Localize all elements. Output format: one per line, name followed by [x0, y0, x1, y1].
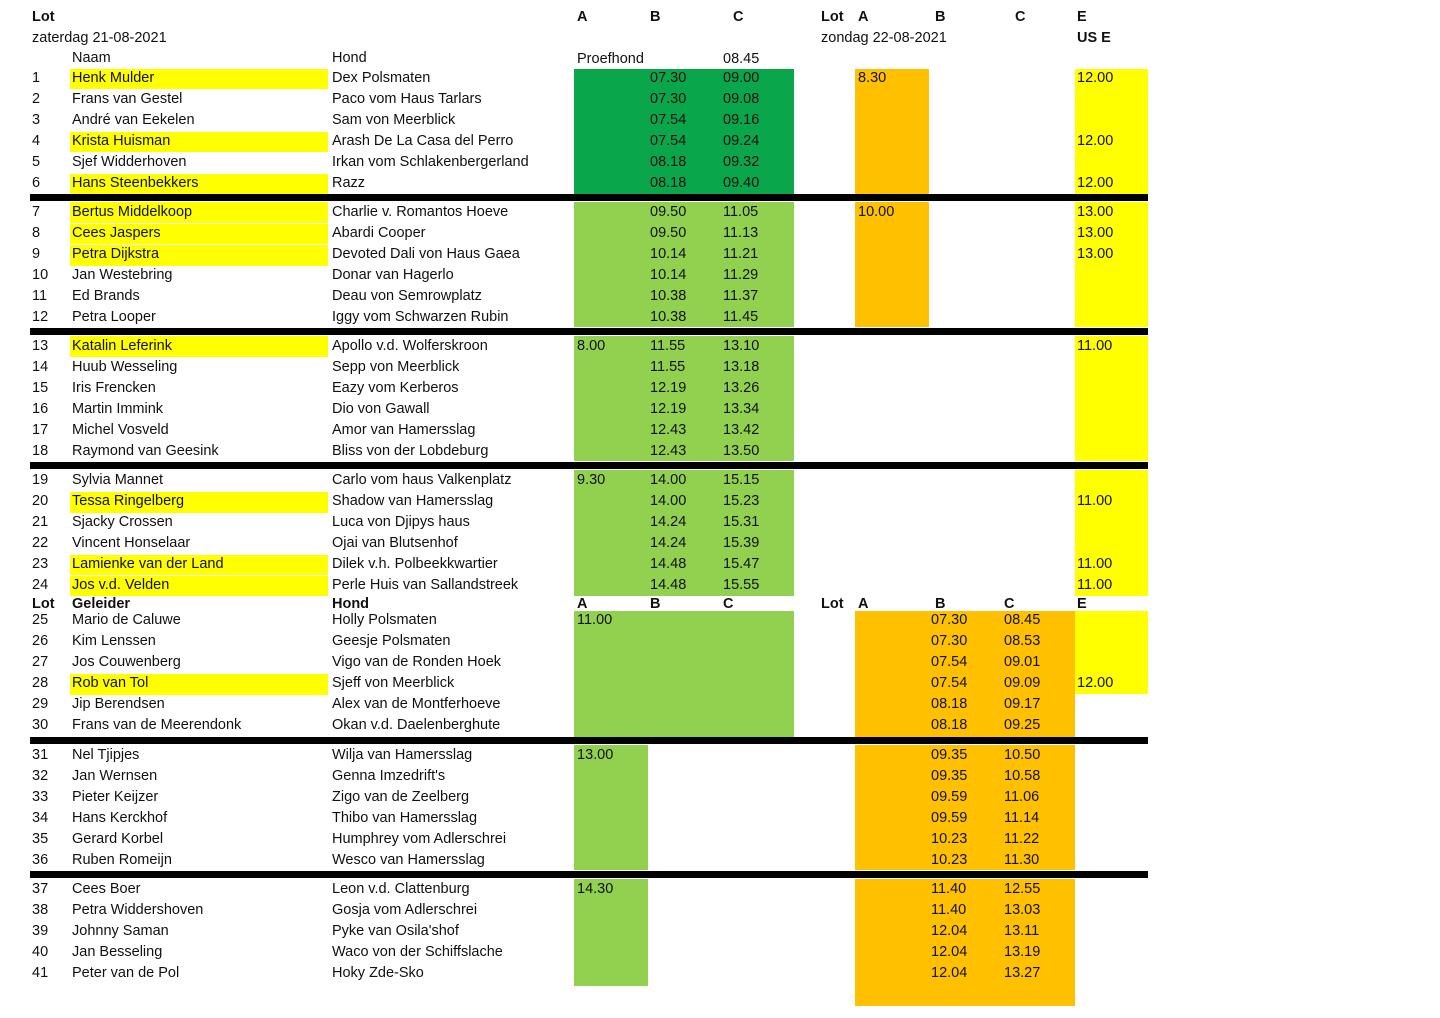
cell-lot: 2 [32, 91, 41, 107]
cell-e: 11.00 [1077, 556, 1113, 572]
cell-handler-name: Jip Berendsen [72, 696, 165, 712]
cell-lot: 14 [32, 359, 49, 375]
cell-sat-b: 07.54 [650, 133, 687, 149]
cell-lot: 16 [32, 401, 49, 417]
cell-handler-name: Johnny Saman [72, 923, 169, 939]
cell-handler-name: Cees Jaspers [72, 225, 161, 241]
header2-col-b: B [650, 596, 661, 612]
cell-handler-name: Jos v.d. Velden [72, 577, 170, 593]
cell-handler-name: Henk Mulder [72, 70, 155, 86]
cell-sat-b: 08.18 [650, 154, 687, 170]
header2-geleider: Geleider [72, 596, 131, 612]
cell-lot: 30 [32, 717, 49, 733]
cell-e: 12.00 [1077, 133, 1114, 149]
header-col-b: B [650, 9, 661, 25]
cell-lot: 17 [32, 422, 49, 438]
cell-lot: 28 [32, 675, 49, 691]
cell-sat-c: 15.55 [723, 577, 760, 593]
cell-dog-name: Devoted Dali von Haus Gaea [332, 246, 520, 262]
cell-handler-name: Hans Steenbekkers [72, 175, 199, 191]
cell-sun-b: 07.30 [931, 633, 968, 649]
cell-sat-b: 10.14 [650, 246, 687, 262]
cell-lot: 36 [32, 852, 49, 868]
group-separator [30, 328, 1148, 335]
header2-col-a: A [577, 596, 588, 612]
cell-sun-c: 11.06 [1004, 789, 1040, 805]
cell-dog-name: Geesje Polsmaten [332, 633, 451, 649]
cell-sun-c: 09.25 [1004, 717, 1041, 733]
cell-dog-name: Dio von Gawall [332, 401, 430, 417]
cell-sat-c: 13.26 [723, 380, 760, 396]
cell-handler-name: Michel Vosveld [72, 422, 169, 438]
cell-dog-name: Amor van Hamersslag [332, 422, 476, 438]
cell-handler-name: Jan Besseling [72, 944, 163, 960]
cell-sat-c: 13.10 [723, 338, 760, 354]
header2-col-c-sunday: C [1004, 596, 1015, 612]
cell-handler-name: Frans van Gestel [72, 91, 183, 107]
cell-sat-c: 11.05 [723, 204, 759, 220]
cell-handler-name: Sjacky Crossen [72, 514, 173, 530]
cell-lot: 31 [32, 747, 49, 763]
header-col-a-sunday: A [858, 9, 869, 25]
header-naam: Naam [72, 50, 111, 66]
cell-handler-name: Ruben Romeijn [72, 852, 172, 868]
cell-lot: 19 [32, 472, 49, 488]
cell-sat-b: 14.24 [650, 535, 687, 551]
cell-sat-a: 14.30 [577, 881, 614, 897]
cell-lot: 34 [32, 810, 49, 826]
cell-dog-name: Paco vom Haus Tarlars [332, 91, 482, 107]
cell-handler-name: Hans Kerckhof [72, 810, 168, 826]
cell-sun-b: 11.40 [931, 902, 967, 918]
header-us-e: US E [1077, 30, 1111, 46]
cell-sat-c: 15.39 [723, 535, 760, 551]
cell-handler-name: Katalin Leferink [72, 338, 172, 354]
cell-dog-name: Sjeff von Meerblick [332, 675, 455, 691]
cell-sat-b: 12.19 [650, 401, 687, 417]
cell-sun-b: 08.18 [931, 717, 968, 733]
cell-lot: 20 [32, 493, 49, 509]
cell-dog-name: Arash De La Casa del Perro [332, 133, 514, 149]
cell-sat-b: 07.30 [650, 70, 687, 86]
cell-sat-b: 14.48 [650, 556, 687, 572]
cell-dog-name: Ojai van Blutsenhof [332, 535, 458, 551]
group-separator [30, 194, 1148, 201]
cell-lot: 37 [32, 881, 49, 897]
cell-lot: 27 [32, 654, 49, 670]
cell-lot: 11 [32, 288, 48, 304]
cell-e: 13.00 [1077, 246, 1114, 262]
cell-handler-name: Jan Wernsen [72, 768, 158, 784]
cell-sat-b: 09.50 [650, 225, 687, 241]
cell-lot: 7 [32, 204, 41, 220]
cell-sat-b: 12.43 [650, 443, 687, 459]
cell-sat-b: 14.00 [650, 472, 687, 488]
cell-dog-name: Donar van Hagerlo [332, 267, 454, 283]
cell-sun-c: 11.14 [1004, 810, 1040, 826]
header-col-a: A [577, 9, 588, 25]
cell-sat-b: 10.38 [650, 309, 687, 325]
cell-dog-name: Sepp von Meerblick [332, 359, 460, 375]
cell-handler-name: Peter van de Pol [72, 965, 180, 981]
cell-handler-name: Gerard Korbel [72, 831, 164, 847]
cell-handler-name: Martin Immink [72, 401, 164, 417]
cell-lot: 25 [32, 612, 49, 628]
cell-sun-b: 09.35 [931, 747, 968, 763]
cell-sat-b: 09.50 [650, 204, 687, 220]
header-col-e: E [1077, 9, 1087, 25]
cell-dog-name: Hoky Zde-Sko [332, 965, 424, 981]
cell-sun-b: 12.04 [931, 944, 968, 960]
cell-sat-b: 14.00 [650, 493, 687, 509]
cell-lot: 21 [32, 514, 49, 530]
cell-dog-name: Bliss von der Lobdeburg [332, 443, 489, 459]
cell-dog-name: Sam von Meerblick [332, 112, 456, 128]
cell-sat-c: 11.13 [723, 225, 759, 241]
cell-sun-c: 11.30 [1004, 852, 1040, 868]
cell-dog-name: Irkan vom Schlakenbergerland [332, 154, 529, 170]
cell-dog-name: Waco von der Schiffslache [332, 944, 503, 960]
cell-handler-name: Tessa Ringelberg [72, 493, 185, 509]
cell-sun-c: 08.53 [1004, 633, 1041, 649]
cell-dog-name: Deau von Semrowplatz [332, 288, 482, 304]
cell-handler-name: Iris Frencken [72, 380, 156, 396]
cell-sun-b: 10.23 [931, 852, 968, 868]
cell-dog-name: Gosja vom Adlerschrei [332, 902, 478, 918]
cell-lot: 33 [32, 789, 49, 805]
cell-dog-name: Humphrey vom Adlerschrei [332, 831, 507, 847]
cell-sun-c: 13.03 [1004, 902, 1041, 918]
proefhond-label: Proefhond [577, 51, 644, 67]
cell-sat-c: 11.21 [723, 246, 759, 262]
cell-handler-name: Sylvia Mannet [72, 472, 164, 488]
cell-handler-name: Cees Boer [72, 881, 141, 897]
cell-handler-name: Frans van de Meerendonk [72, 717, 242, 733]
cell-sun-b: 09.59 [931, 789, 968, 805]
cell-sat-a: 13.00 [577, 747, 614, 763]
cell-e: 12.00 [1077, 675, 1114, 691]
cell-sat-c: 09.00 [723, 70, 760, 86]
cell-sat-b: 07.54 [650, 112, 687, 128]
cell-sat-c: 13.34 [723, 401, 760, 417]
cell-handler-name: Sjef Widderhoven [72, 154, 187, 170]
cell-handler-name: Lamienke van der Land [72, 556, 224, 572]
header2-col-b-sunday: B [935, 596, 946, 612]
cell-sun-b: 12.04 [931, 965, 968, 981]
cell-e: 13.00 [1077, 204, 1114, 220]
cell-dog-name: Vigo van de Ronden Hoek [332, 654, 502, 670]
cell-sat-b: 07.30 [650, 91, 687, 107]
cell-lot: 35 [32, 831, 49, 847]
cell-sat-b: 08.18 [650, 175, 687, 191]
cell-dog-name: Wesco van Hamersslag [332, 852, 485, 868]
header-col-b-sunday: B [935, 9, 946, 25]
cell-lot: 40 [32, 944, 49, 960]
cell-dog-name: Genna Imzedrift's [332, 768, 446, 784]
cell-handler-name: Jan Westebring [72, 267, 173, 283]
cell-dog-name: Eazy vom Kerberos [332, 380, 459, 396]
cell-sat-a: 8.00 [577, 338, 606, 354]
header2-lot: Lot [32, 596, 55, 612]
cell-sun-b: 10.23 [931, 831, 968, 847]
cell-lot: 13 [32, 338, 49, 354]
cell-handler-name: Ed Brands [72, 288, 140, 304]
cell-sat-c: 15.15 [723, 472, 760, 488]
cell-sat-c: 09.24 [723, 133, 760, 149]
cell-sat-c: 13.18 [723, 359, 760, 375]
cell-e: 13.00 [1077, 225, 1114, 241]
cell-e: 11.00 [1077, 493, 1113, 509]
cell-sat-c: 15.23 [723, 493, 760, 509]
cell-dog-name: Wilja van Hamersslag [332, 747, 473, 763]
cell-sat-c: 13.42 [723, 422, 760, 438]
cell-sun-a: 8.30 [858, 70, 887, 86]
cell-sat-c: 13.50 [723, 443, 760, 459]
cell-dog-name: Iggy vom Schwarzen Rubin [332, 309, 509, 325]
cell-sun-b: 08.18 [931, 696, 968, 712]
cell-dog-name: Zigo van de Zeelberg [332, 789, 470, 805]
cell-sun-b: 09.35 [931, 768, 968, 784]
cell-lot: 1 [32, 70, 41, 86]
cell-lot: 32 [32, 768, 49, 784]
cell-sun-c: 09.09 [1004, 675, 1041, 691]
cell-dog-name: Leon v.d. Clattenburg [332, 881, 470, 897]
cell-sat-c: 09.40 [723, 175, 760, 191]
cell-handler-name: Vincent Honselaar [72, 535, 191, 551]
cell-handler-name: Huub Wesseling [72, 359, 178, 375]
cell-sun-b: 07.30 [931, 612, 968, 628]
cell-lot: 6 [32, 175, 41, 191]
cell-dog-name: Dilek v.h. Polbeekkwartier [332, 556, 498, 572]
header-col-c: C [733, 9, 744, 25]
cell-sun-c: 10.58 [1004, 768, 1041, 784]
cell-sun-c: 13.19 [1004, 944, 1041, 960]
cell-sat-c: 09.16 [723, 112, 760, 128]
cell-handler-name: Kim Lenssen [72, 633, 156, 649]
header-lot-sunday: Lot [821, 9, 844, 25]
cell-dog-name: Thibo van Hamersslag [332, 810, 478, 826]
group-separator [30, 871, 1148, 878]
cell-dog-name: Apollo v.d. Wolferskroon [332, 338, 488, 354]
cell-sun-b: 11.40 [931, 881, 967, 897]
cell-handler-name: Petra Dijkstra [72, 246, 160, 262]
cell-sun-a: 10.00 [858, 204, 895, 220]
cell-lot: 10 [32, 267, 49, 283]
cell-dog-name: Perle Huis van Sallandstreek [332, 577, 519, 593]
proefhond-time: 08.45 [723, 51, 760, 67]
cell-handler-name: Bertus Middelkoop [72, 204, 193, 220]
cell-e: 12.00 [1077, 175, 1114, 191]
cell-dog-name: Razz [332, 175, 366, 191]
cell-sat-b: 12.19 [650, 380, 687, 396]
cell-lot: 41 [32, 965, 49, 981]
cell-dog-name: Pyke van Osila'shof [332, 923, 459, 939]
date-saturday: zaterdag 21-08-2021 [32, 30, 167, 46]
header2-col-e: E [1077, 596, 1087, 612]
date-sunday: zondag 22-08-2021 [821, 30, 947, 46]
cell-sat-b: 14.24 [650, 514, 687, 530]
cell-lot: 24 [32, 577, 49, 593]
header2-col-a-sunday: A [858, 596, 869, 612]
cell-dog-name: Dex Polsmaten [332, 70, 431, 86]
group-separator [30, 737, 1148, 744]
cell-sat-c: 11.45 [723, 309, 759, 325]
cell-sat-c: 09.32 [723, 154, 760, 170]
cell-sun-c: 09.17 [1004, 696, 1041, 712]
cell-lot: 29 [32, 696, 49, 712]
cell-dog-name: Carlo vom haus Valkenplatz [332, 472, 512, 488]
cell-sat-c: 11.37 [723, 288, 759, 304]
cell-handler-name: Pieter Keijzer [72, 789, 159, 805]
cell-sat-c: 15.47 [723, 556, 760, 572]
cell-sun-b: 12.04 [931, 923, 968, 939]
header-lot: Lot [32, 9, 55, 25]
header2-lot-sunday: Lot [821, 596, 844, 612]
cell-e: 12.00 [1077, 70, 1114, 86]
cell-sat-c: 11.29 [723, 267, 759, 283]
cell-lot: 8 [32, 225, 41, 241]
cell-dog-name: Holly Polsmaten [332, 612, 437, 628]
cell-lot: 5 [32, 154, 41, 170]
cell-sat-b: 14.48 [650, 577, 687, 593]
cell-sun-b: 07.54 [931, 675, 968, 691]
cell-lot: 4 [32, 133, 41, 149]
cell-handler-name: Mario de Caluwe [72, 612, 181, 628]
cell-sun-c: 12.55 [1004, 881, 1041, 897]
cell-dog-name: Okan v.d. Daelenberghute [332, 717, 501, 733]
cell-handler-name: André van Eekelen [72, 112, 195, 128]
cell-handler-name: Rob van Tol [72, 675, 149, 691]
cell-sat-b: 12.43 [650, 422, 687, 438]
cell-dog-name: Shadow van Hamersslag [332, 493, 494, 509]
cell-lot: 15 [32, 380, 49, 396]
cell-handler-name: Petra Looper [72, 309, 156, 325]
cell-dog-name: Alex van de Montferhoeve [332, 696, 501, 712]
cell-handler-name: Petra Widdershoven [72, 902, 204, 918]
cell-lot: 18 [32, 443, 49, 459]
cell-sun-c: 10.50 [1004, 747, 1041, 763]
cell-sun-c: 09.01 [1004, 654, 1041, 670]
cell-handler-name: Krista Huisman [72, 133, 171, 149]
cell-e: 11.00 [1077, 338, 1113, 354]
cell-handler-name: Nel Tjipjes [72, 747, 140, 763]
cell-sun-c: 13.27 [1004, 965, 1041, 981]
cell-sun-b: 07.54 [931, 654, 968, 670]
cell-lot: 3 [32, 112, 41, 128]
cell-sun-b: 09.59 [931, 810, 968, 826]
cell-sat-a: 9.30 [577, 472, 606, 488]
cell-sat-c: 09.08 [723, 91, 760, 107]
cell-handler-name: Raymond van Geesink [72, 443, 219, 459]
cell-sun-c: 13.11 [1004, 923, 1040, 939]
cell-lot: 9 [32, 246, 41, 262]
cell-sat-a: 11.00 [577, 612, 613, 628]
group-separator [30, 462, 1148, 469]
cell-sat-b: 11.55 [650, 338, 686, 354]
cell-lot: 12 [32, 309, 49, 325]
cell-sun-c: 11.22 [1004, 831, 1040, 847]
cell-dog-name: Luca von Djipys haus [332, 514, 470, 530]
cell-dog-name: Charlie v. Romantos Hoeve [332, 204, 509, 220]
cell-dog-name: Abardi Cooper [332, 225, 426, 241]
header-col-c-sunday: C [1015, 9, 1026, 25]
cell-sat-b: 10.14 [650, 267, 687, 283]
header-hond: Hond [332, 50, 367, 66]
cell-lot: 23 [32, 556, 49, 572]
cell-lot: 39 [32, 923, 49, 939]
cell-handler-name: Jos Couwenberg [72, 654, 181, 670]
cell-lot: 22 [32, 535, 49, 551]
cell-sun-c: 08.45 [1004, 612, 1041, 628]
cell-lot: 38 [32, 902, 49, 918]
header2-col-c: C [723, 596, 734, 612]
cell-lot: 26 [32, 633, 49, 649]
header2-hond: Hond [332, 596, 370, 612]
cell-sat-b: 11.55 [650, 359, 686, 375]
cell-sat-b: 10.38 [650, 288, 687, 304]
cell-sat-c: 15.31 [723, 514, 760, 530]
cell-e: 11.00 [1077, 577, 1113, 593]
